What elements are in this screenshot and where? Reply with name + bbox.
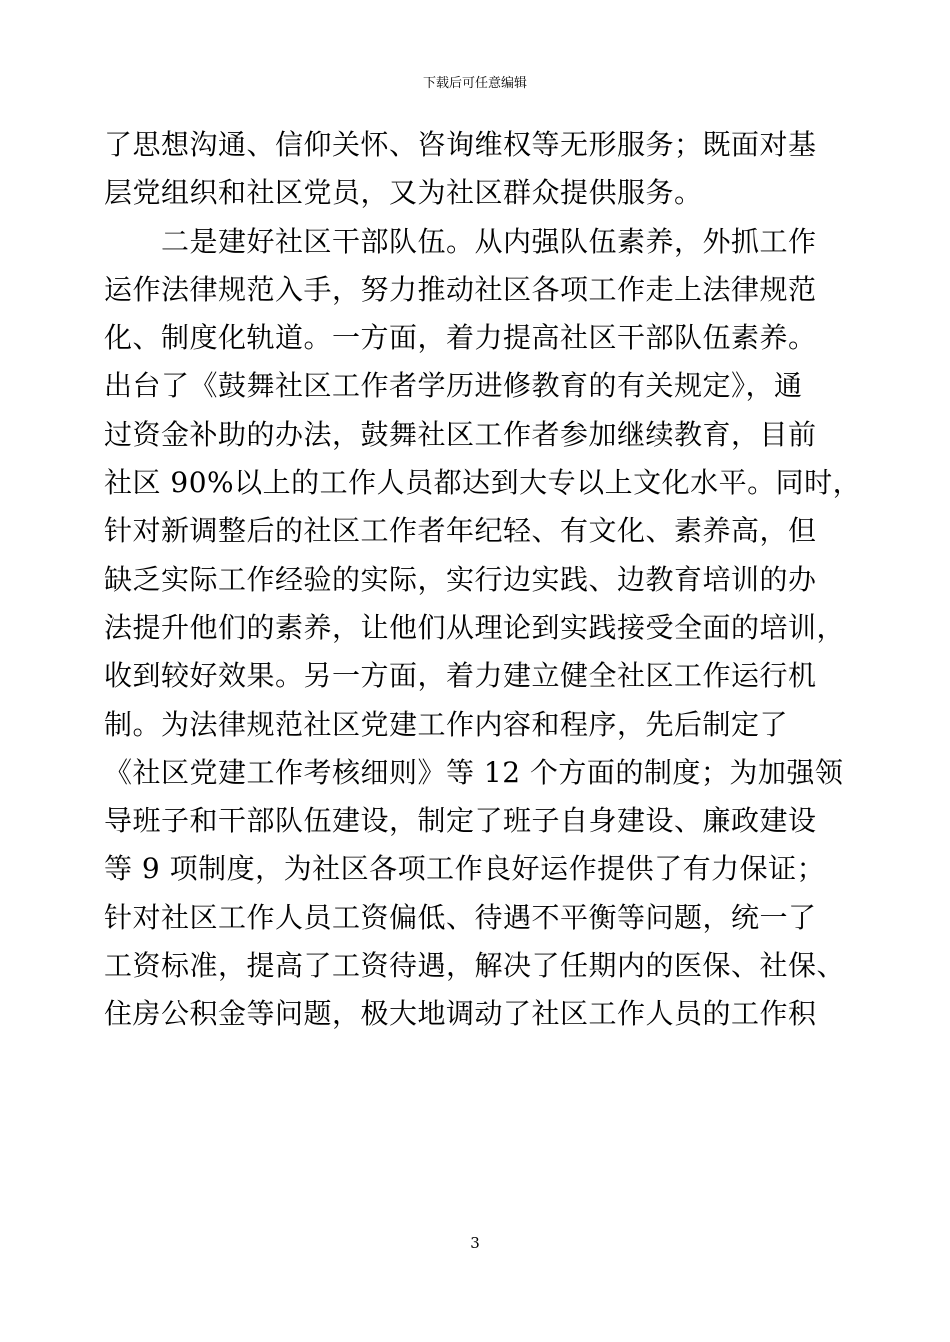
text-line: 法提升他们的素养，让他们从理论到实践接受全面的培训，: [104, 610, 846, 644]
text-line: 制。为法律规范社区党建工作内容和程序，先后制定了: [104, 707, 789, 741]
text-line: 出台了《鼓舞社区工作者学历进修教育的有关规定》，通: [104, 369, 803, 403]
text-line: 等 9 项制度，为社区各项工作良好运作提供了有力保证；: [104, 852, 826, 886]
page-number: 3: [470, 1234, 480, 1252]
text-line: 针对社区工作人员工资偏低、待遇不平衡等问题，统一了: [104, 900, 817, 934]
text-line: 社区 90%以上的工作人员都达到大专以上文化水平。同时，: [104, 466, 862, 500]
text-line: 工资标准，提高了工资待遇，解决了任期内的医保、社保、: [104, 949, 846, 983]
text-line: 导班子和干部队伍建设，制定了班子自身建设、廉政建设: [104, 804, 817, 838]
text-line: 缺乏实际工作经验的实际，实行边实践、边教育培训的办: [104, 562, 817, 596]
text-line: 针对新调整后的社区工作者年纪轻、有文化、素养高，但: [104, 514, 817, 548]
page-header: 下载后可任意编辑: [422, 76, 527, 91]
text-line: 层党组织和社区党员，又为社区群众提供服务。: [104, 176, 703, 210]
text-line: 了思想沟通、信仰关怀、咨询维权等无形服务；既面对基: [104, 128, 817, 161]
text-line: 二是建好社区干部队伍。从内强队伍素养，外抓工作: [104, 224, 817, 258]
text-line: 住房公积金等问题，极大地调动了社区工作人员的工作积: [104, 997, 817, 1031]
text-line: 收到较好效果。另一方面，着力建立健全社区工作运行机: [104, 659, 817, 693]
text-line: 过资金补助的办法，鼓舞社区工作者参加继续教育，目前: [104, 417, 817, 451]
text-line: 《社区党建工作考核细则》等 12 个方面的制度；为加强领: [104, 755, 844, 789]
body-text: [104, 121, 864, 1039]
text-line: 化、制度化轨道。一方面，着力提高社区干部队伍素养。: [104, 321, 817, 355]
text-line: 运作法律规范入手，努力推动社区各项工作走上法律规范: [104, 272, 817, 306]
